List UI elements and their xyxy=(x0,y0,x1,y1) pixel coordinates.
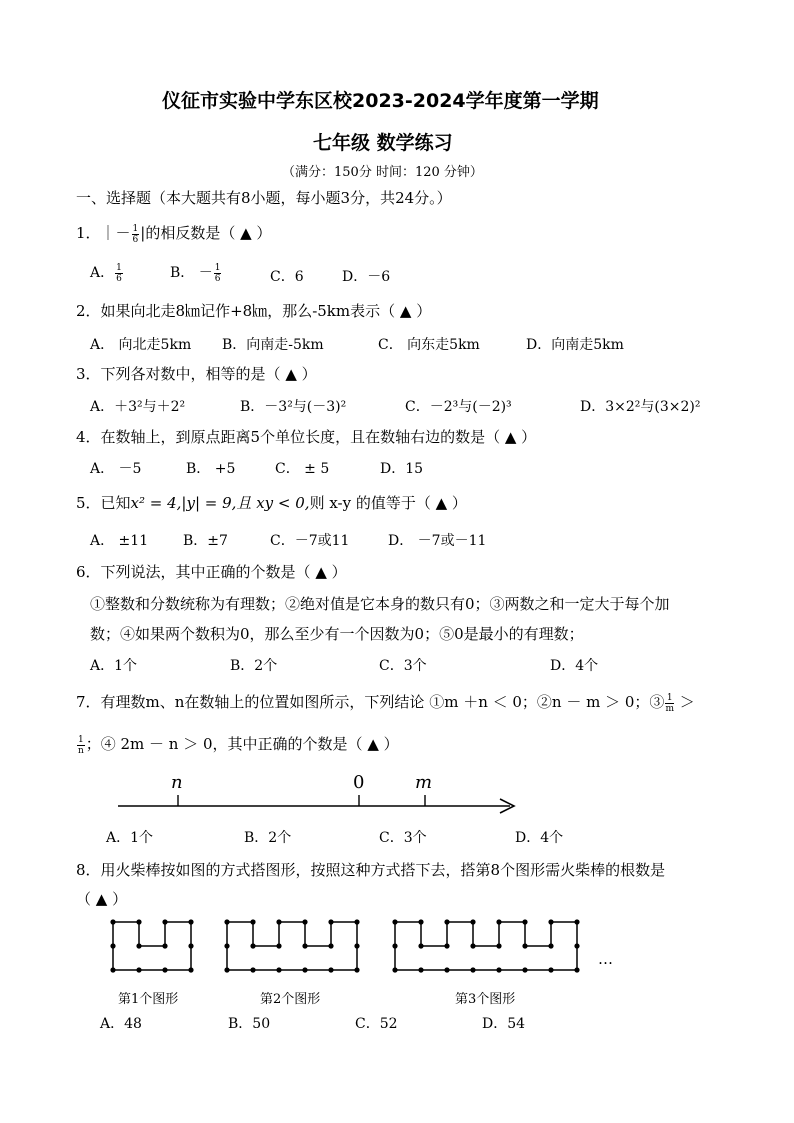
question-3: 3．下列各对数中，相等的是（ ▲ ） xyxy=(76,365,317,383)
q1-text-pre: 1．｜－ xyxy=(76,224,131,242)
q8-option-a: A．48 xyxy=(100,1016,142,1032)
figure-2-joint xyxy=(250,967,255,972)
label-zero: 0 xyxy=(353,772,365,793)
q4-option-b: B． +5 xyxy=(186,461,236,477)
question-7-line2: $\frac{1}{n}$ ；④ 2m － n ＞ 0，其中正确的个数是（ ▲ ） xyxy=(77,734,399,756)
q3-option-c: C．－2³与(－2)³ xyxy=(405,399,512,415)
figure-3-joint xyxy=(392,919,397,924)
figure-2-joint xyxy=(250,943,255,948)
figure-2-joint xyxy=(354,967,359,972)
question-7-line1: 7．有理数m、n在数轴上的位置如图所示，下列结论 ①m ＋n ＜ 0；②n － m ＞ 0；③ $\frac{1}{m}$ ＞ xyxy=(76,692,695,714)
figure-3-joint xyxy=(548,919,553,924)
figure-2-joint xyxy=(302,919,307,924)
ellipsis: … xyxy=(598,950,613,968)
figure-3-joint xyxy=(444,943,449,948)
figure-3-joint xyxy=(574,919,579,924)
question-2: 2．如果向北走8㎞记作+8㎞，那么-5km表示（ ▲ ） xyxy=(76,302,432,320)
q8-option-d: D．54 xyxy=(482,1016,526,1032)
q3-option-a: A．＋3²与＋2² xyxy=(90,399,186,415)
figure-3-joint xyxy=(392,967,397,972)
figure-1-joint xyxy=(188,943,193,948)
figure-1-joint xyxy=(136,919,141,924)
figure-2-joint xyxy=(276,919,281,924)
figure-3-joint xyxy=(548,943,553,948)
figure-3-joint xyxy=(496,967,501,972)
figure-2-joint xyxy=(224,919,229,924)
q2-option-a: A． 向北走5km xyxy=(90,337,192,353)
figure-3-joint xyxy=(496,919,501,924)
figure-1-joint xyxy=(136,967,141,972)
figure-1-joint xyxy=(110,943,115,948)
figure-2-joint xyxy=(302,967,307,972)
figure-2-caption: 第2个图形 xyxy=(260,992,321,1007)
q7-option-d: D．4个 xyxy=(515,830,564,846)
question-8-line2: （ ▲ ） xyxy=(76,890,128,908)
figure-2-joint xyxy=(224,943,229,948)
figure-1-joint xyxy=(162,943,167,948)
figure-2-joint xyxy=(276,967,281,972)
figure-1-joint xyxy=(136,943,141,948)
figure-1-joint xyxy=(188,967,193,972)
q1-option-c: C．6 xyxy=(270,269,304,285)
q2-option-b: B．向南走-5km xyxy=(222,337,324,353)
figure-3-joint xyxy=(444,919,449,924)
q5-expression: x² = 4,|y| = 9,且 xy < 0, xyxy=(130,494,310,512)
figure-2-joint xyxy=(328,943,333,948)
figure-2-joint xyxy=(328,967,333,972)
q3-option-d: D．3×2²与(3×2)² xyxy=(580,399,701,415)
figure-3-joint xyxy=(522,919,527,924)
figure-3-joint xyxy=(522,943,527,948)
figure-3-joint xyxy=(522,967,527,972)
figure-2-joint xyxy=(354,919,359,924)
label-n: n xyxy=(171,772,183,793)
q1-text-post: |的相反数是（ ▲ ） xyxy=(140,224,272,242)
figure-2-joint xyxy=(302,943,307,948)
q4-option-a: A． －5 xyxy=(90,461,142,477)
exam-info: （满分：150分 时间：120 分钟） xyxy=(282,165,483,180)
figure-2-joint xyxy=(250,919,255,924)
q6-option-b: B．2个 xyxy=(230,658,278,674)
figure-1-joint xyxy=(110,967,115,972)
q3-option-b: B．－3²与(－3)² xyxy=(240,399,347,415)
q7-option-c: C．3个 xyxy=(379,830,427,846)
question-8-line1: 8．用火柴棒按如图的方式搭图形，按照这种方式搭下去，搭第8个图形需火柴棒的根数是 xyxy=(76,861,666,879)
q2-option-c: C． 向东走5km xyxy=(378,337,480,353)
figure-3-joint xyxy=(470,943,475,948)
q1-option-b: B． － $\frac{1}{6}$ xyxy=(170,262,221,284)
q7-option-b: B．2个 xyxy=(244,830,292,846)
q5-option-d: D． －7或－11 xyxy=(388,533,487,549)
figure-3-joint xyxy=(574,943,579,948)
figure-3-joint xyxy=(496,943,501,948)
question-6: 6．下列说法，其中正确的个数是（ ▲ ） xyxy=(76,563,347,581)
q6-option-a: A．1个 xyxy=(90,658,138,674)
q1-option-d: D．－6 xyxy=(342,269,391,285)
figure-3-joint xyxy=(470,967,475,972)
figure-3-joint xyxy=(444,967,449,972)
figure-2-joint xyxy=(328,919,333,924)
figure-3-joint xyxy=(574,967,579,972)
figure-2-joint xyxy=(224,967,229,972)
figure-1-joint xyxy=(162,967,167,972)
q1-option-a: A． $\frac{1}{6}$ xyxy=(90,262,122,284)
q5-option-a: A． ±11 xyxy=(90,533,149,549)
page-subtitle: 七年级 数学练习 xyxy=(313,132,453,154)
figure-1-caption: 第1个图形 xyxy=(118,992,179,1007)
question-5: 5．已知x² = 4,|y| = 9,且 xy < 0,则 x-y 的值等于（ ▲ ） xyxy=(76,494,467,512)
q1-fraction: $\frac{1}{6}$ xyxy=(132,223,139,245)
figure-3-joint xyxy=(418,919,423,924)
page-title: 仪征市实验中学东区校2023-2024学年度第一学期 xyxy=(162,90,599,112)
label-m: m xyxy=(415,772,433,793)
figure-3-joint xyxy=(418,967,423,972)
question-4: 4．在数轴上，到原点距离5个单位长度，且在数轴右边的数是（ ▲ ） xyxy=(76,428,537,446)
q4-option-c: C． ± 5 xyxy=(275,461,330,477)
q6-option-c: C．3个 xyxy=(379,658,427,674)
figure-3-joint xyxy=(392,943,397,948)
figure-2-joint xyxy=(354,943,359,948)
q6-option-d: D．4个 xyxy=(550,658,599,674)
q5-option-c: C．－7或11 xyxy=(270,533,350,549)
q8-option-c: C．52 xyxy=(355,1016,398,1032)
q2-option-d: D．向南走5km xyxy=(526,337,624,353)
figure-3-joint xyxy=(418,943,423,948)
figure-3-caption: 第3个图形 xyxy=(455,992,516,1007)
q6-statement-line1: ①整数和分数统称为有理数；②绝对值是它本身的数只有0；③两数之和一定大于每个加 xyxy=(90,595,670,613)
q7-option-a: A．1个 xyxy=(106,830,154,846)
figure-1-joint xyxy=(188,919,193,924)
figure-2-joint xyxy=(276,943,281,948)
figure-1-joint xyxy=(110,919,115,924)
figure-3-joint xyxy=(548,967,553,972)
q5-option-b: B．±7 xyxy=(183,533,228,549)
q4-option-d: D．15 xyxy=(380,461,424,477)
q8-option-b: B．50 xyxy=(228,1016,271,1032)
figure-3-joint xyxy=(470,919,475,924)
section-heading: 一、选择题（本大题共有8小题，每小题3分，共24分。） xyxy=(76,189,452,207)
q6-statement-line2: 数；④如果两个数积为0，那么至少有一个因数为0；⑤0是最小的有理数； xyxy=(90,625,584,643)
figure-1-joint xyxy=(162,919,167,924)
